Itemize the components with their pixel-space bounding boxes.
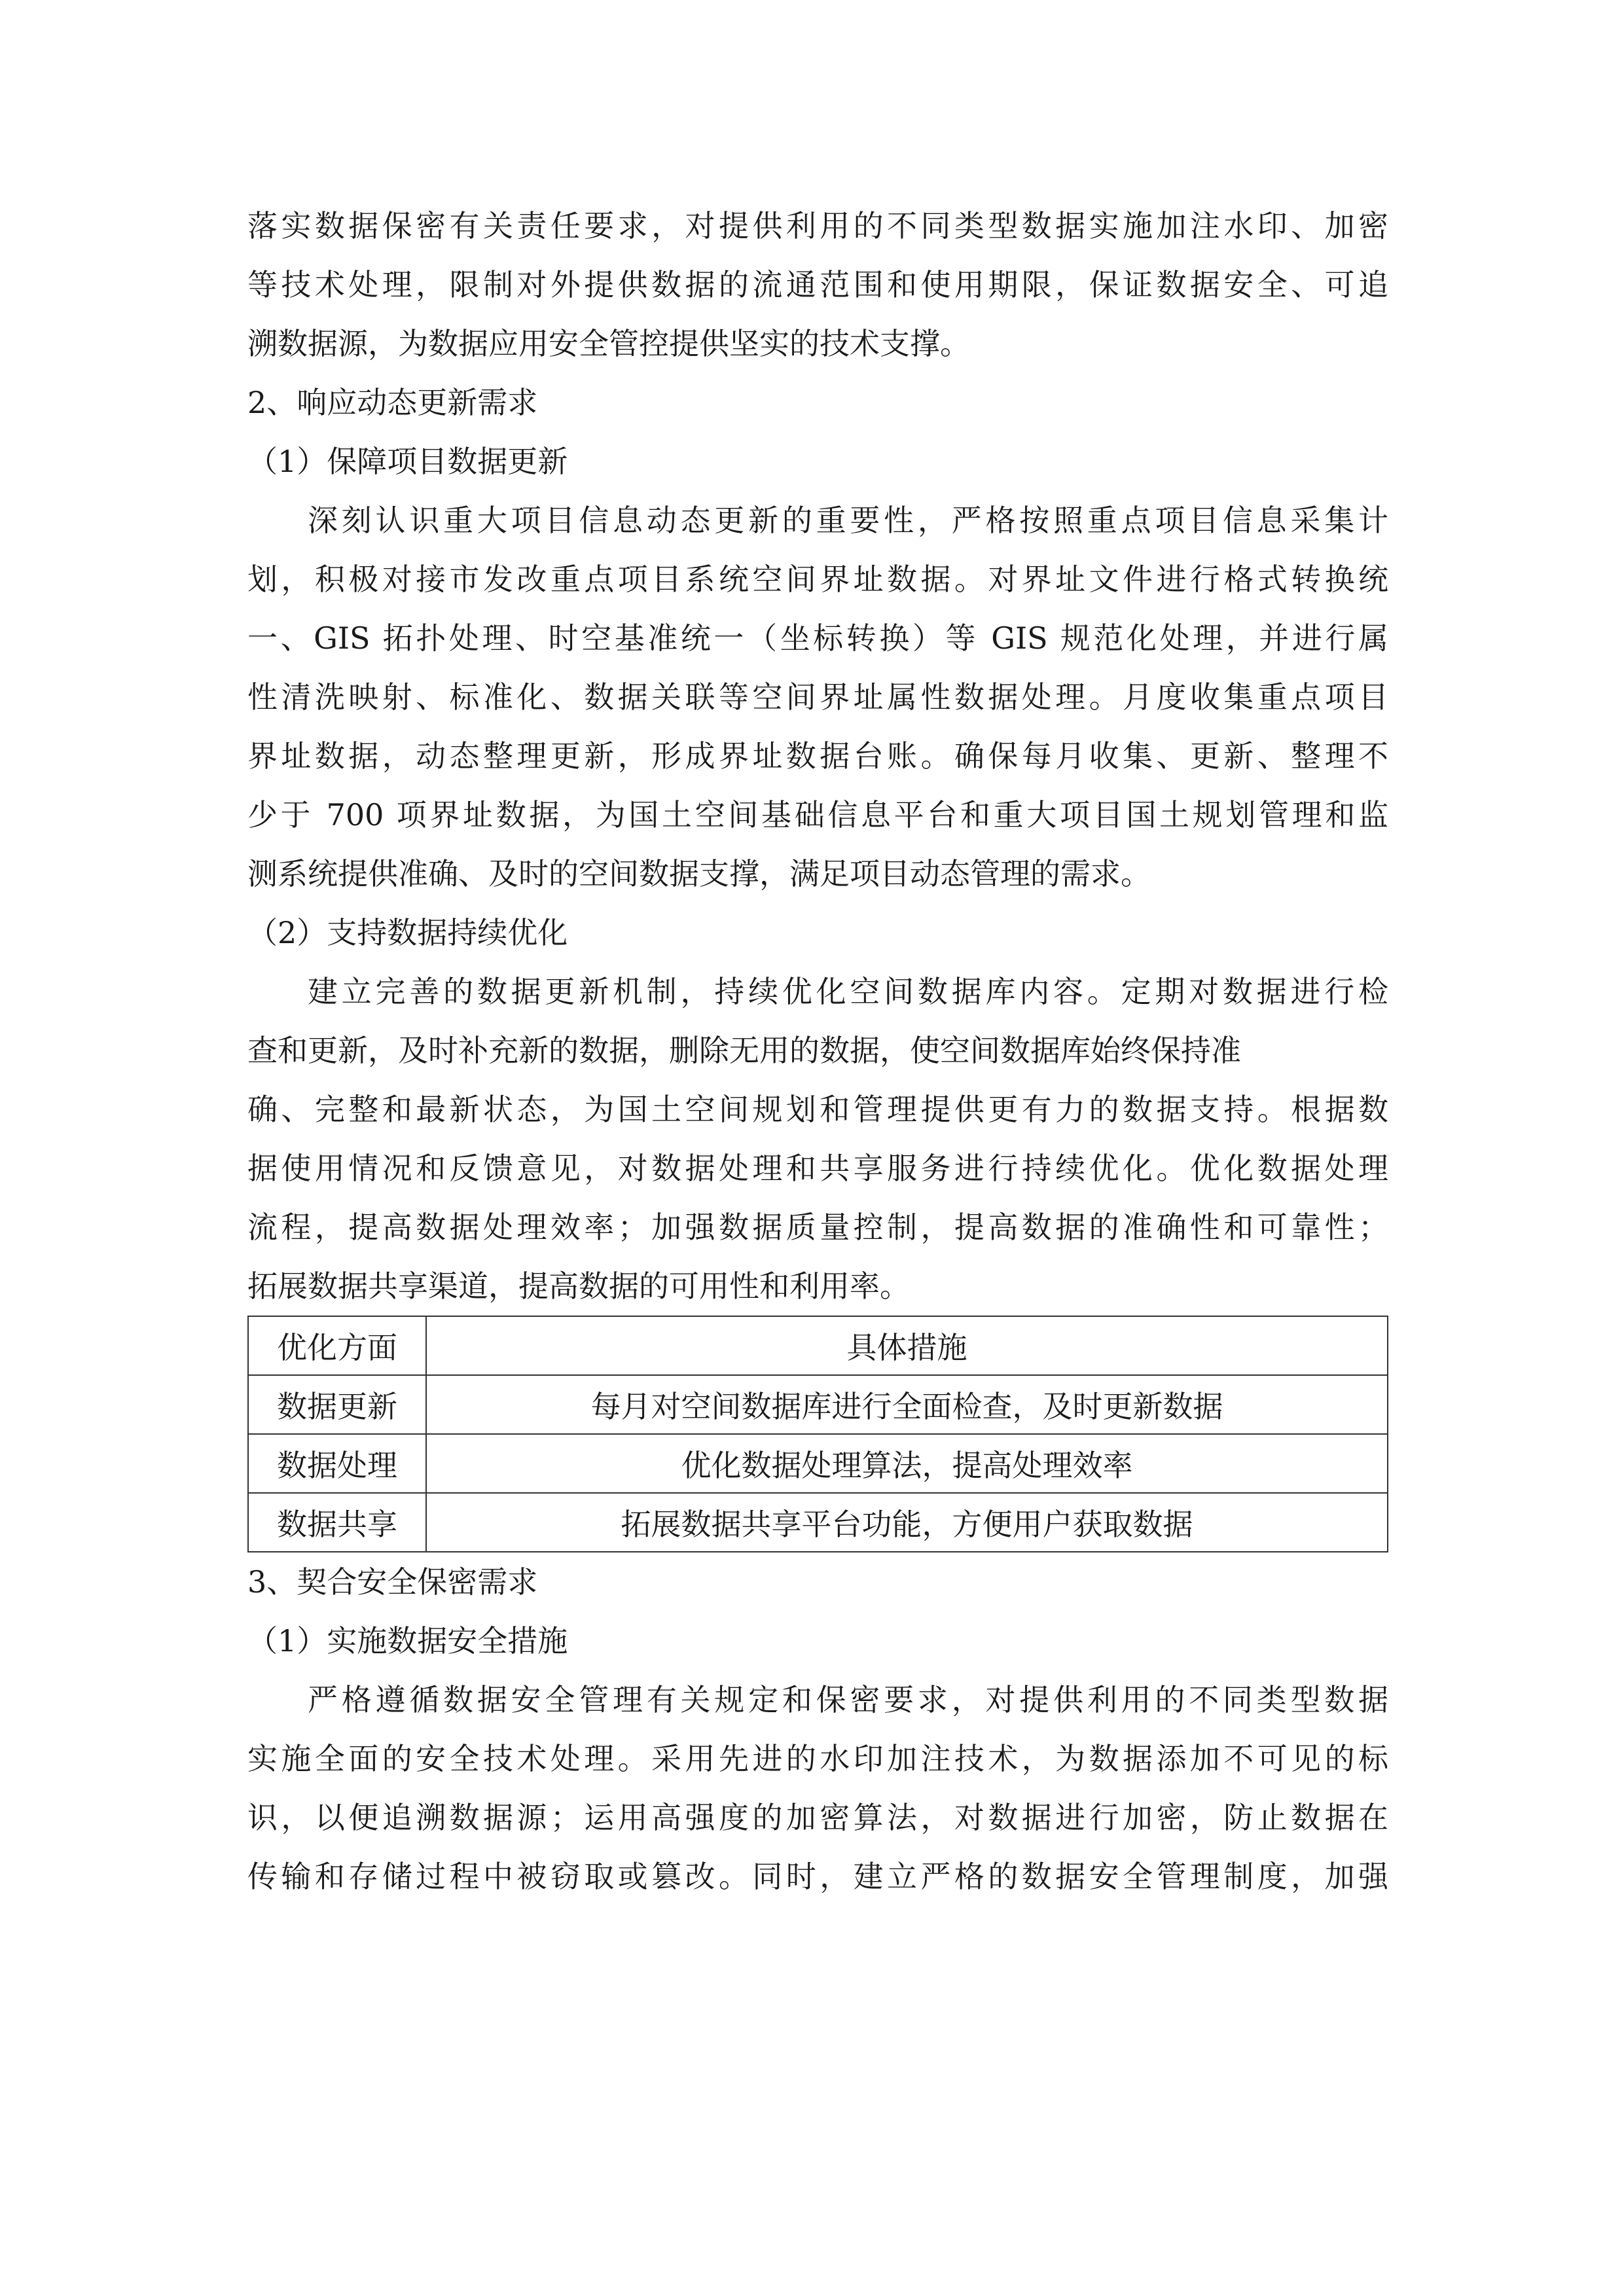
- subsection-heading: （1）保障项目数据更新: [247, 444, 568, 479]
- table-row: [248, 1434, 1388, 1493]
- table-header-row: [248, 1316, 1388, 1375]
- subsection-heading: （1）实施数据安全措施: [247, 1623, 568, 1659]
- paragraph-line: 实施全面的安全技术处理。采用先进的水印加注技术，为数据添加不可见的标: [247, 1741, 1388, 1776]
- paragraph-line: 落实数据保密有关责任要求，对提供利用的不同类型数据实施加注水印、加密: [247, 208, 1388, 243]
- paragraph-line: 性清洗映射、标准化、数据关联等空间界址属性数据处理。月度收集重点项目: [247, 679, 1388, 715]
- paragraph-line: 查和更新，及时补充新的数据，删除无用的数据，使空间数据库始终保持准: [247, 1033, 1241, 1068]
- paragraph-line: 建立完善的数据更新机制，持续优化空间数据库内容。定期对数据进行检: [308, 974, 1388, 1009]
- table-cell: 数据处理: [248, 1434, 426, 1493]
- subsection-heading: （2）支持数据持续优化: [247, 915, 568, 950]
- table-cell: 数据更新: [248, 1375, 426, 1434]
- paragraph-line: 溯数据源，为数据应用安全管控提供坚实的技术支撑。: [247, 326, 970, 361]
- paragraph-line: 少于 700 项界址数据，为国土空间基础信息平台和重大项目国土规划管理和监: [247, 797, 1388, 833]
- paragraph-data-optimization: [247, 962, 1388, 1316]
- section-heading: 3、契合安全保密需求: [247, 1564, 538, 1600]
- paragraph-line: 据使用情况和反馈意见，对数据处理和共享服务进行持续优化。优化数据处理: [247, 1151, 1388, 1186]
- intro-paragraph: [247, 196, 1388, 373]
- paragraph-line: 等技术处理，限制对外提供数据的流通范围和使用期限，保证数据安全、可追: [247, 267, 1388, 302]
- paragraph-line: 划，积极对接市发改重点项目系统空间界址数据。对界址文件进行格式转换统: [247, 562, 1388, 597]
- table-header-cell: 优化方面: [248, 1316, 426, 1375]
- table-row: [248, 1493, 1388, 1552]
- table-cell: 数据共享: [248, 1493, 426, 1552]
- paragraph-line: 识，以便追溯数据源；运用高强度的加密算法，对数据进行加密，防止数据在: [247, 1800, 1388, 1835]
- table-cell: 拓展数据共享平台功能，方便用户获取数据: [426, 1493, 1388, 1552]
- document-page: [247, 196, 1388, 1906]
- paragraph-line: 一、GIS 拓扑处理、时空基准统一（坐标转换）等 GIS 规范化处理，并进行属: [247, 620, 1388, 656]
- section-heading: 2、响应动态更新需求: [247, 385, 538, 420]
- paragraph-line: 确、完整和最新状态，为国土空间规划和管理提供更有力的数据支持。根据数: [247, 1092, 1388, 1127]
- paragraph-line: 测系统提供准确、及时的空间数据支撑，满足项目动态管理的需求。: [247, 856, 1151, 891]
- table-header-cell: 具体措施: [426, 1316, 1388, 1375]
- paragraph-data-security: [247, 1670, 1388, 1906]
- paragraph-line: 界址数据，动态整理更新，形成界址数据台账。确保每月收集、更新、整理不: [247, 738, 1388, 774]
- paragraph-project-data-update: [247, 491, 1388, 903]
- paragraph-line: 拓展数据共享渠道，提高数据的可用性和利用率。: [247, 1268, 910, 1304]
- paragraph-line: 深刻认识重大项目信息动态更新的重要性，严格按照重点项目信息采集计: [308, 503, 1388, 538]
- paragraph-line: 流程，提高数据处理效率；加强数据质量控制，提高数据的准确性和可靠性；: [247, 1210, 1388, 1245]
- table-cell: 优化数据处理算法，提高处理效率: [426, 1434, 1388, 1493]
- table-cell: 每月对空间数据库进行全面检查，及时更新数据: [426, 1375, 1388, 1434]
- optimization-table: [247, 1316, 1388, 1552]
- table-row: [248, 1375, 1388, 1434]
- paragraph-line: 严格遵循数据安全管理有关规定和保密要求，对提供利用的不同类型数据: [308, 1682, 1388, 1717]
- paragraph-line: 传输和存储过程中被窃取或篡改。同时，建立严格的数据安全管理制度，加强: [247, 1859, 1388, 1894]
